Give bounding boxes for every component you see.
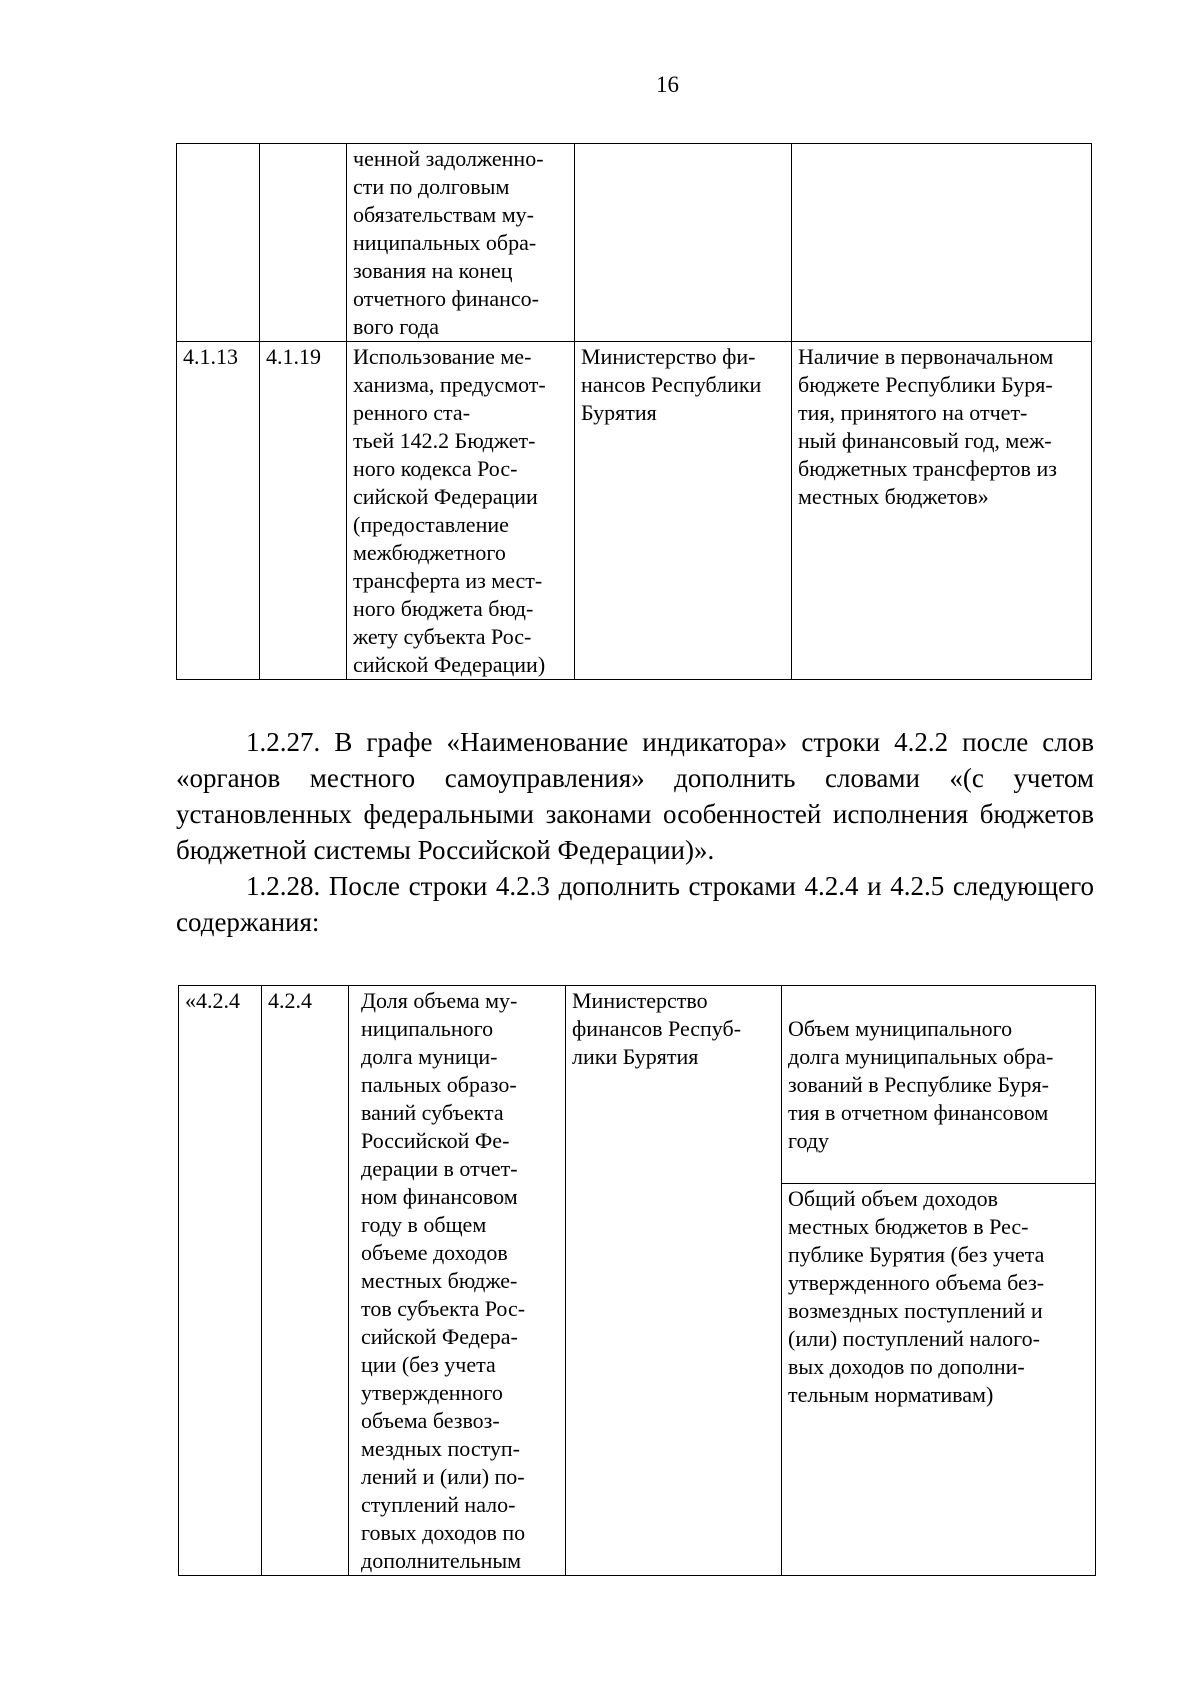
cell-number: 4.1.13: [177, 342, 260, 680]
paragraph-text: 1.2.28. После строки 4.2.3 дополнить строками 4.2.4 и 4.2.5 следующего содержания:: [176, 871, 1094, 937]
cell-number: [177, 144, 260, 342]
paragraph-1-2-27: [176, 724, 1094, 868]
indicator-table-new-rows: [178, 985, 1096, 1576]
table-row: [177, 342, 1092, 680]
cell-indicator-name: Доля объема му- ниципального долга муници- пальных образо- ваний субъекта Российской Фе- дерации в отчет- ном финансовом году в общем объеме доходов местных бюдже- тов субъекта Рос- сийской Федера- ции (без учета утвержденного объема безвоз- мездных поступ- лений и (или) по- ступлений нало- говых доходов по дополнительным: [349, 986, 566, 1576]
cell-description: [792, 144, 1092, 342]
cell-numerator: Объем муниципального долга муниципальных обра- зований в Республике Буря- тия в отчетном финансовом году: [788, 1016, 1054, 1153]
table-row: [177, 144, 1092, 342]
page-number: 16: [656, 72, 679, 97]
cell-denominator: Общий объем доходов местных бюджетов в Рес- публике Бурятия (без учета утвержденного объема без- возмездных поступлений и (или) поступлений налого- вых доходов по дополни- тельным нормативам): [782, 1183, 1095, 1409]
paragraph-1-2-28: [176, 868, 1094, 940]
table-row: [179, 986, 1096, 1576]
cell-code: [260, 144, 347, 342]
paragraph-text: 1.2.27. В графе «Наименование индикатора» строки 4.2.2 после слов «органов местного самоуправления» дополнить словами «(с учетом установленных федеральными законами особенностей исполнения бюджетов бюджетной системы Российской Федерации)».: [176, 727, 1094, 865]
cell-number: «4.2.4: [179, 986, 262, 1576]
cell-responsible: [575, 144, 792, 342]
cell-indicator-name: ченной задолженно- сти по долговым обязательствам му- ниципальных обра- зования на конец отчетного финансо- вого года: [347, 144, 575, 342]
cell-responsible: Министерство финансов Респуб- лики Бурятия: [566, 986, 782, 1576]
cell-responsible: Министерство фи- нансов Республики Бурятия: [575, 342, 792, 680]
cell-code: 4.1.19: [260, 342, 347, 680]
cell-description: [782, 986, 1096, 1576]
indicator-table-continued: [176, 143, 1092, 680]
cell-description: Наличие в первоначальном бюджете Республики Буря- тия, принятого на отчет- ный финансовый год, меж- бюджетных трансфертов из местных бюджетов»: [792, 342, 1092, 680]
cell-indicator-name: Использование ме- ханизма, предусмот- ренного ста- тьей 142.2 Бюджет- ного кодекса Рос- сийской Федерации (предоставление межбюджетного трансферта из мест- ного бюджета бюд- жету субъекта Рос- сийской Федерации): [347, 342, 575, 680]
cell-code: 4.2.4: [262, 986, 349, 1576]
